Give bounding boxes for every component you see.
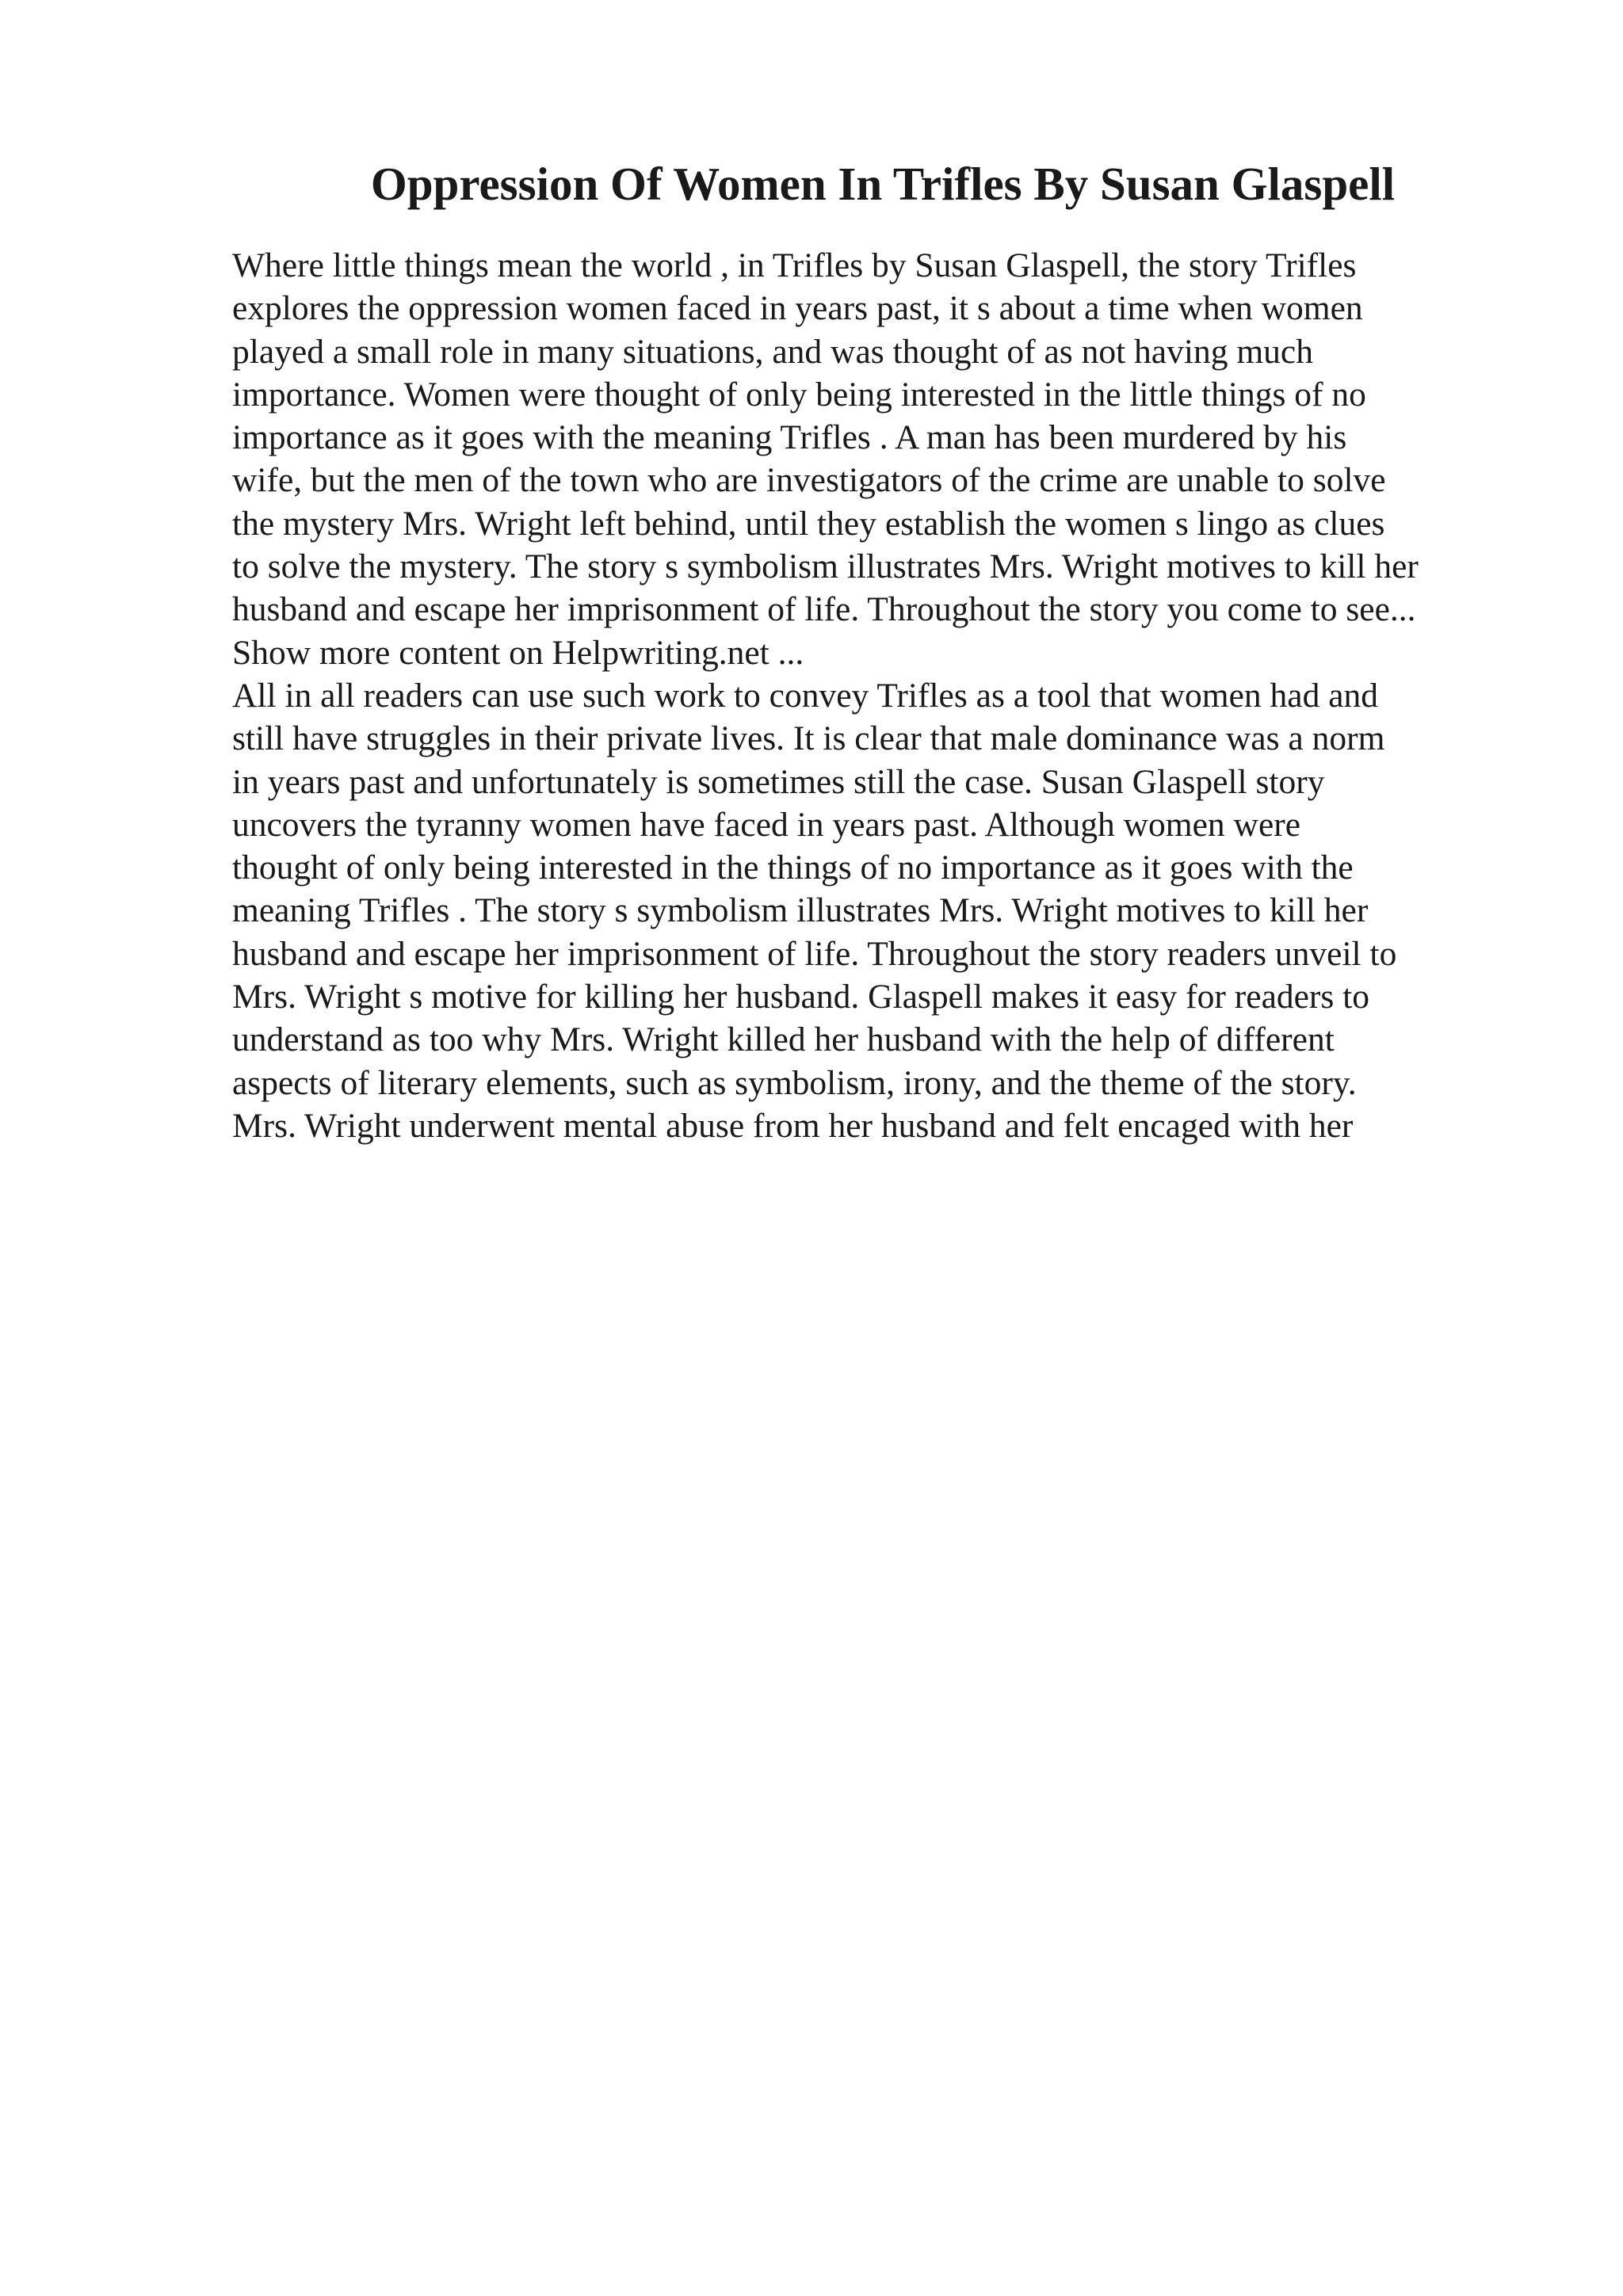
body-line: meaning Trifles . The story s symbolism illustrates Mrs. Wright motives to kill her [232,891,1369,930]
body-line: All in all readers can use such work to convey Trifles as a tool that women had and [232,676,1379,715]
body-line: importance. Women were thought of only being interested in the little things of no [232,375,1366,414]
body-line: uncovers the tyranny women have faced in years past. Although women were [232,805,1301,844]
body-line: the mystery Mrs. Wright left behind, until they establish the women s lingo as clues [232,504,1385,543]
body-line: played a small role in many situations, and was thought of as not having much [232,332,1313,371]
body-line: to solve the mystery. The story s symbolism illustrates Mrs. Wright motives to kill her [232,547,1419,586]
show-more-link[interactable]: Show more content on Helpwriting.net ... [232,633,804,672]
document-body [232,244,1595,1147]
body-line: Mrs. Wright underwent mental abuse from her husband and felt encaged with her [232,1106,1354,1145]
body-line: thought of only being interested in the things of no importance as it goes with the [232,849,1354,887]
body-line: understand as too why Mrs. Wright killed her husband with the help of different [232,1020,1335,1059]
body-line: wife, but the men of the town who are investigators of the crime are unable to solve [232,461,1386,500]
body-line: Mrs. Wright s motive for killing her husband. Glaspell makes it easy for readers to [232,978,1370,1016]
document-title: Oppression Of Women In Trifles By Susan Glaspell [370,158,1396,210]
body-line: importance as it goes with the meaning Trifles . A man has been murdered by his [232,418,1347,457]
body-line: explores the oppression women faced in years past, it s about a time when women [232,289,1363,328]
body-line: husband and escape her imprisonment of life. Throughout the story readers unveil to [232,934,1397,973]
body-line: husband and escape her imprisonment of life. Throughout the story you come to see... [232,590,1416,629]
body-line: Where little things mean the world , in Trifles by Susan Glaspell, the story Trifles [232,246,1357,284]
body-line: in years past and unfortunately is sometimes still the case. Susan Glaspell story [232,762,1325,801]
body-line: aspects of literary elements, such as symbolism, irony, and the theme of the story. [232,1063,1357,1102]
body-line: still have struggles in their private lives. It is clear that male dominance was a norm [232,719,1385,758]
